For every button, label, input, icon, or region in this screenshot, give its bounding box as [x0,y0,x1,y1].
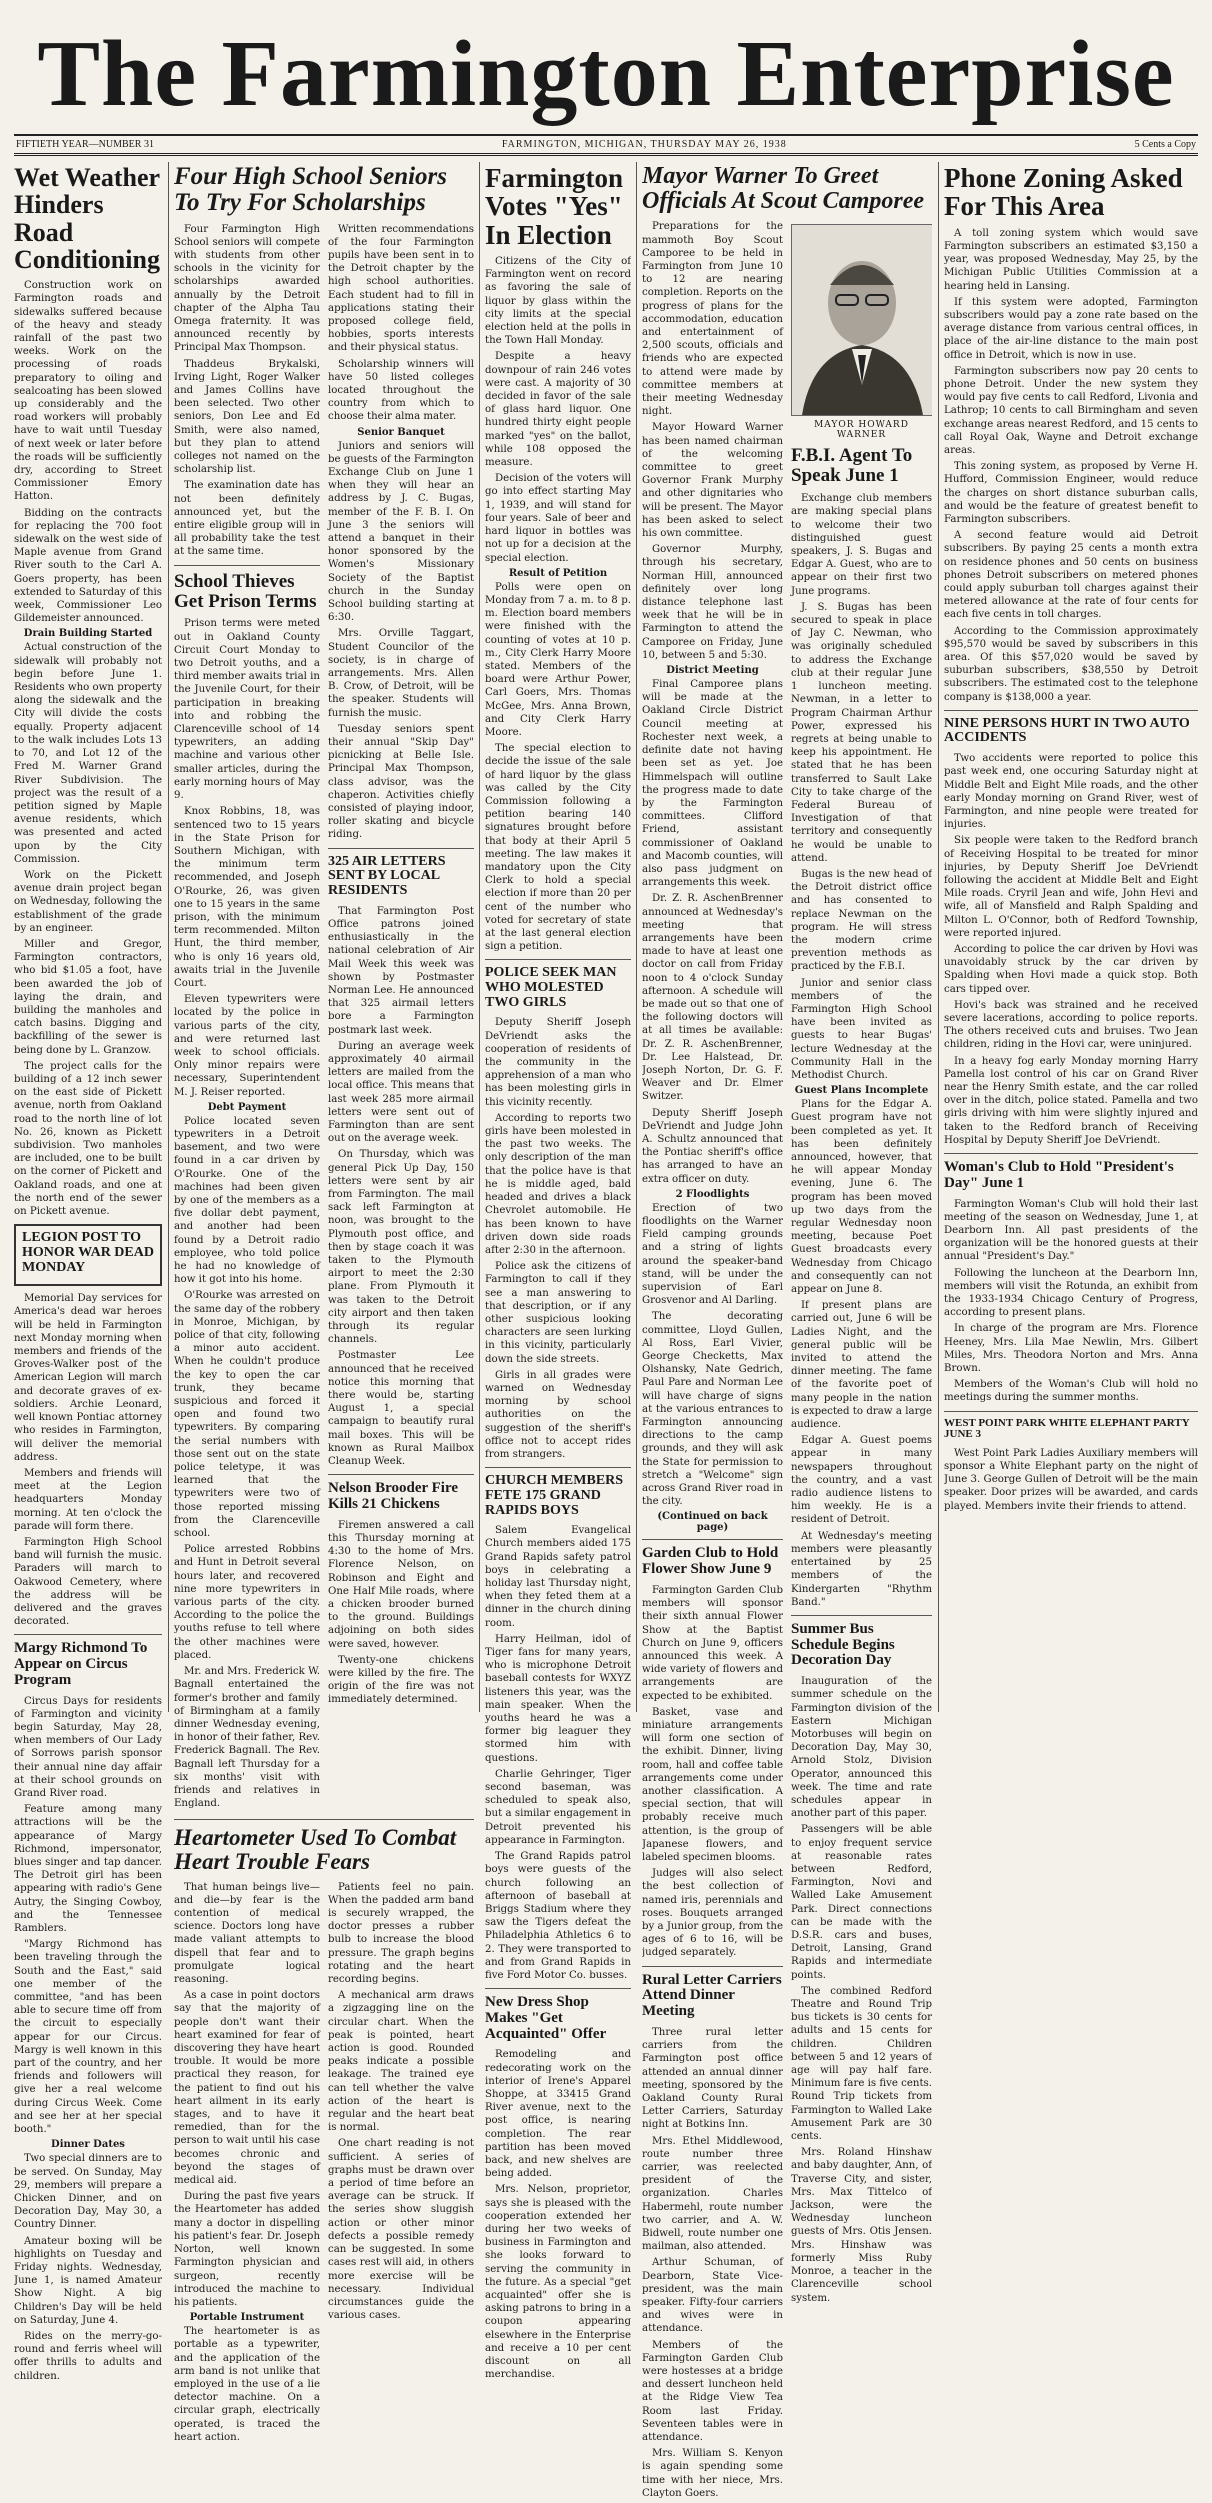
article-text: Basket, vase and miniature arrangements will form one section of the exhibit. Dinner, living room, hall and coffee table arrangements come under another classification. A special section, that will probably receive much attention, is the group of Japanese flowers, and labeled specimen blooms. [642,1706,783,1864]
article-text: Governor Murphy, through his secretary, Norman Hill, announced definitely over long distance telephone last week that he will be in Farmington to attend the Camporee on Friday, June 10, between 5 and 5:30. [642,544,783,661]
headline-wet-weather: Wet Weather Hinders Road Conditioning [14,163,160,274]
article-text: Amateur boxing will be highlights on Tuesday and Friday nights. Wednesday, June 1, is named Amateur Show Night. A big Children's Day will be held on Saturday, June 4. [14,2235,162,2326]
article-text: Farmington High School band will furnish the music. Paraders will march to Oakwood Cemetery, where the address will be delivered and the graves decorated. [14,1536,162,1628]
article-text: During the past five years the Heartometer has added many a doctor in dispelling his patient's fear. Dr. Joseph Norton, well known Farmington physician and surgeon, recently introduced the machine to his patients. [174,2191,320,2308]
divider [14,1634,162,1635]
article-text: Despite a heavy downpour of rain 246 votes were cast. A majority of 30 decided in favor of the sale of glass hard liquor. One hundred thirty eight people marked "yes" on the ballot, while 108 opposed the measure. [485,351,631,469]
subhead: Portable Instrument [189,2312,305,2324]
divider [328,1474,474,1475]
divider [485,959,631,960]
sub-column-right [328,1881,474,2447]
article-text: Following the luncheon at the Dearborn Inn, members will visit the Rotunda, an exhibit from the 1933-1934 Chicago Century of Progress, according to present plans. [944,1267,1198,1319]
photo-caption: MAYOR HOWARD WARNER [814,420,909,441]
article-text: Twenty-one chickens were killed by the fire. The origin of the fire was not immediately determined. [328,1654,474,1706]
sub-column-left [642,220,783,2503]
divider [642,1539,783,1540]
article-text: Two accidents were reported to police this past week end, one occuring Saturday night at Middle Belt and Eight Mile roads, and the other early Monday morning on Grand River, west of Farmington, and nine people were treated for injuries. [944,753,1198,831]
headline-church-members: CHURCH MEMBERS FETE 175 GRAND RAPIDS BOYS [485,1473,624,1518]
article-text: A toll zoning system which would save Farmington subscribers an estimated $3,150 a year, was proposed Wednesday, May 25, by the Michigan Public Utilities Commission at a hearing held in Lansing. [944,227,1198,292]
legion-headline-box [14,1224,162,1286]
article-text: As a case in point doctors say that the majority of people don't want their heart examined for fear of discovering they have heart trouble. It would be more practical they reason, for the patient to find out his heart ailment in its early stages, and to have it remedied, than for the person to wait until his case becomes chronic and beyond the stages of medical aid. [174,1990,320,2187]
article-text: Preparations for the mammoth Boy Scout Camporee to be held in Farmington from June 10 to 12 are nearing completion. Reports on the progress of plans for the accommodation, education and entertainment of 2,500 scouts, officials and friends who are expected to attend were made by committee members at their meeting Wednesday night. [642,221,783,418]
article-text: At Wednesday's meeting members were pleasantly entertained by 25 members of the Kindergarten "Rhythm Band." [791,1530,932,1608]
article-text: Memorial Day services for America's dead war heroes will be held in Farmington next Monday morning when members and friends of the Groves-Walker post of the American Legion will march and decorate graves of ex-soldiers. Archie Leonard, well known Pontiac attorney who resides in Farmington, will deliver the memorial address. [14,1293,162,1463]
article-text: Final Camporee plans will be made at the Oakland Circle District Council meeting at Rochester next week, a definite date not having been set as yet. Joe Himmelspach will outline the progress made to date by the Farmington committees. Clifford Friend, assistant commissioner of Oakland and Macomb counties, will also pass judgment on arrangements this week. [642,679,783,889]
article-text: Police located seven typewriters in a Detroit basement, and two were found in a car driven by O'Rourke. One of the machines had been given by one of the members as a five dollar debt payment, and another had been found by a Detroit radio employee, who told police he had no knowledge of how it got into his home. [174,1115,320,1286]
column-3 [485,162,631,2384]
article-text: Eleven typewriters were located by the police in various parts of the city, and were returned last week to school officials. Only minor repairs were necessary, Superintendent M. J. Reiser reported. [174,994,320,1098]
article-text: If this system were adopted, Farmington subscribers would pay a zone rate based on the average distance from various central offices, in place of the air-line distance to the main post office in Detroit, which is now in use. [944,296,1198,361]
divider [485,1988,631,1989]
article-text: The decorating committee, Lloyd Gullen, Al Ross, Earl Vivier, George Checketts, Max Olshansky, Nate Gedrich, Paul Pare and Norman Lee will have charge of signs at the various entrances to Farmington announcing directions to the camp grounds, and they will ask the State for permission to stretch a "Welcome" sign across Grand River road in the city. [642,1311,783,1508]
article-text: Arthur Schuman, of Dearborn, State Vice-president, was the main speaker. Fifty-four carriers and wives were in attendance. [642,2257,783,2335]
sub-column-right [328,223,474,1814]
article-text: Passengers will be able to enjoy frequent service at reasonable rates between Redford, Farmington, Novi and Walled Lake Amusement Park. Direct connections can be made with the D.S.R. cars and buses, Detroit, Lansing, Grand Rapids and intermediate points. [791,1824,932,1981]
headline-womans-club: Woman's Club to Hold "President's Day" June 1 [944,1159,1174,1191]
article-text: Prison terms were meted out in Oakland County Circuit Court Monday to two Detroit youths, and a third member awaits trial in the Juvenile Court, for their participation in breaking into and robbing the Clarenceville school of 14 typewriters, an adding machine and various other smaller articles, during the early morning hours of May 9. [174,618,320,802]
subhead: Result of Petition [508,567,608,579]
headline-dress-shop: New Dress Shop Makes "Get Acquainted" Offer [485,1994,607,2042]
article-text: "Margy Richmond has been traveling through the South and the East," said one member of the committee, "and has been able to secure time off from the circuit to especially appear for our Circus. Margy is well known in this part of the country, and her friends and followers will give her a real welcome during Circus Week. Come and see her at her special booth." [14,1939,162,2136]
column-4-5 [642,162,932,2503]
subhead: 2 Floodlights [675,1188,750,1200]
article-text: Remodeling and redecorating work on the interior of Irene's Apparel Shoppe, at 33415 Grand River avenue, next to the post office, is nearing completion. The rear partition has been moved back, and new shelves are being added. [485,2049,631,2180]
headline-mayor-warner: Mayor Warner To Greet Officials At Scout Camporee [642,163,924,215]
divider [944,710,1198,711]
headline-police-seek-man: POLICE SEEK MAN WHO MOLESTED TWO GIRLS [485,965,617,1010]
article-text: Police ask the citizens of Farmington to call if they see a man answering to that description, or if any other suspicious looking characters are seen lurking in this vicinity, particularly down the side streets. [485,1261,631,1365]
headline-heartometer: Heartometer Used To Combat Heart Trouble Fears [174,1825,457,1875]
article-text: Deputy Sheriff Joseph DeVriendt and Judge John A. Schultz announced that the Pontiac sheriff's office has arranged to have an extra officer on duty. [642,1107,783,1185]
article-text: Citizens of the City of Farmington went on record as favoring the sale of liquor by glass within the city limits at the special election held at the polls in the Town Hall Monday. [485,256,631,347]
dateline-bar [14,134,1198,156]
article-text: The examination date has not been definitely announced yet, but the entire eligible group will in all probability take the test at the same time. [174,480,320,558]
article-text: Patients feel no pain. When the padded arm band is securely wrapped, the doctor presses a rubber bulb to increase the blood pressure. The graph begins rotating and the heart recording begins. [328,1881,474,1986]
headline-phone-zoning: Phone Zoning Asked For This Area [944,163,1183,222]
article-text: O'Rourke was arrested on the same day of the robbery in Monroe, Michigan, by police of that city, following a minor auto accident. When he couldn't produce the key to open the car trunk, they became suspicious and forced it open and found two typewriters. By comparing the serial numbers with those sent out on the state police teletype, it was learned that the typewriters were two of those reported missing from the Clarenceville school. [174,1290,320,1540]
article-text: According to reports two girls have been molested in the past two weeks. The only description of the man that the police have is that he is middle aged, bald headed and drives a black Chevrolet automobile. He has been known to have driven down side roads after 2:30 in the afternoon. [485,1112,631,1256]
article-text: Members of the Woman's Club will hold no meetings during the summer months. [944,1379,1198,1404]
headline-farmington-votes: Farmington Votes "Yes" In Election [485,163,623,250]
article-text: Mrs. Ethel Middlewood, route number three carrier, was reelected president of the organization. Charles Habermehl, route number two carrier, and A. W. Bidwell, route number one mailman, also attended. [642,2135,783,2253]
headline-fbi-agent: F.B.I. Agent To Speak June 1 [791,445,913,487]
headline-margy-richmond: Margy Richmond To Appear on Circus Program [14,1640,148,1688]
divider [328,848,474,849]
article-text: One chart reading is not sufficient. A series of graphs must be drawn over a period of time before an average can be struck. If the series show sluggish action or other minor defects a possible remedy can be suggested. In some cases rest will aid, in others more exercise will be necessary. Individual circumstances guide the various cases. [328,2138,474,2322]
divider [174,565,320,566]
article-text: Decision of the voters will go into effect starting May 1, 1939, and will stand for four years. Sale of beer and hard liquor in bottles was not up for a decision at the special election. [485,473,631,564]
article-text: A mechanical arm draws a zigzagging line on the circular chart. When the peak is pointed, heart action is good. Rounded peaks indicate a possible leakage. The trained eye can tell whether the valve action of the heart is regular and the heart beat is normal. [328,1990,474,2134]
headline-garden-club: Garden Club to Hold Flower Show June 9 [642,1545,779,1578]
headline-bus-schedule: Summer Bus Schedule Begins Decoration Day [791,1620,895,1669]
divider [642,1966,783,1967]
article-text: Harry Heilman, idol of Tiger fans for many years, who is microphone Detroit baseball contests for WXYZ listeners this year, was the main speaker. When the youths heard he was a former big leaguer they stormed him with questions. [485,1633,631,1764]
article-text: Rides on the merry-go-round and ferris wheel will offer thrills to adults and children. [14,2330,162,2382]
divider [174,1819,474,1820]
two-col-block [174,223,474,1814]
article-text: West Point Park Ladies Auxiliary members will sponsor a White Elephant party on the night of June 3. George Gullen of Detroit will be the main speaker. Door prizes will be awarded, and cards played. Members invite their friends to attend. [944,1447,1198,1512]
article-text: Actual construction of the sidewalk will probably not begin before June 1. Residents who own property along the sidewalk and the City will divide the costs equally. Property adjacent to the walk includes Lots 13 to 70, and Lot 12 of the Fred M. Warner Grand River Subdivision. The project was the result of a petition signed by Maple avenue residents, which was presented and acted upon by the City Commission. [14,642,162,865]
divider [791,1615,932,1616]
article-text: Junior and senior class members of the Farmington High School have been invited as guests to hear Bugas' lecture Wednesday at the Community Hall in the Methodist Church. [791,977,932,1081]
article-text: Firemen answered a call this Thursday morning at 4:30 to the home of Mrs. Florence Nelson, on Robinson and Eight and One Half Mile roads, where a chicken brooder burned to the ground. Buildings adjoining on both sides were saved, however. [328,1519,474,1650]
divider [944,1153,1198,1154]
article-text: During an average week approximately 40 airmail letters are mailed from the local office. This means that last week 285 more airmail letters were sent out of Farmington than are sent out on the average week. [328,1040,474,1145]
article-text: Deputy Sheriff Joseph DeVriendt asks the cooperation of residents of the community in the apprehension of a man who has been molesting girls in this vicinity recently. [485,1017,631,1108]
column-rule [168,162,169,1712]
article-text: Six people were taken to the Redford branch of Receiving Hospital to be treated for minor injuries, by Deputy Sheriff Joe DeVriendt following the accident at Middle Belt and Eight Mile roads. Cryril Jean and wife, John Hevi and wife, all of Mansfield and Ralph Spalding and Milton L. O'Connor, both of Redford Township, were reported injured. [944,835,1198,939]
article-text: Police arrested Robbins and Hunt in Detroit several hours later, and recovered nine more typewriters in various parts of the city. According to the police the youths refuse to tell where the other machines were placed. [174,1544,320,1661]
two-col-block [174,1881,474,2447]
sub-column-left [174,223,320,1814]
continued-note: (Continued on back page) [657,1511,768,1534]
article-text: Circus Days for residents of Farmington and vicinity begin Saturday, May 28, when members of Our Lady of Sorrows parish sponsor their annual nine day affair at their school grounds on Grand River road. [14,1695,162,1800]
article-text: Salem Evangelical Church members aided 175 Grand Rapids safety patrol boys in celebrating a holiday last Thursday night, when they feted them at a dinner in the church dining room. [485,1525,631,1629]
headline-nine-persons-hurt: NINE PERSONS HURT IN TWO AUTO ACCIDENTS [944,715,1190,746]
column-2 [174,162,474,2447]
article-text: Exchange club members are making special plans to welcome their two distinguished guest speakers, J. S. Bugas and Edgar A. Guest, who are to appear on their first two June programs. [791,493,932,597]
divider [944,1411,1198,1412]
article-text: Three rural letter carriers from the Farmington post office attended an annual dinner meeting, sponsored by the Oakland County Rural Letter Carriers, Saturday night at Botkins Inn. [642,2026,783,2131]
article-text: Judges will also select the best collection of named iris, perennials and roses. Bouquets arranged by a Junior group, from the ages of 6 to 16, will be judged separately. [642,1868,783,1959]
article-text: Erection of two floodlights on the Warner Field camping grounds and a string of lights around the speaker-band stand, will be under the supervision of Earl Grosvenor and Al Darling. [642,1202,783,1307]
headline-scholarships: Four High School Seniors To Try For Scholarships [174,163,448,217]
subhead: Senior Banquet [357,426,445,438]
mayor-portrait [791,224,932,416]
headline-brooder-fire: Nelson Brooder Fire Kills 21 Chickens [328,1480,458,1512]
article-text: On Thursday, which was general Pick Up Day, 150 letters were sent by air from Farmington. The mail sack left Farmington at noon, was brought to the Plymouth post office, and then by stage coach it was taken to the Plymouth airport to meet the 2:30 plane. From Plymouth it was taken to the Detroit city airport and then taken through its regular channels. [328,1149,474,1346]
article-text: The combined Redford Theatre and Round Trip bus tickets is 30 cents for adults and 15 cents for children. Children between 5 and 12 years of age will pay half fare. Minimum fare is five cents. Round Trip tickets from Farmington to Walled Lake Amusement Park are 30 cents. [791,1985,932,2143]
article-text: Written recommendations of the four Farmington pupils have been sent in to the Detroit chapter by the high school authorities. Each student had to fill in applications stating their proposed college field, hobbies, sports interests and their physical status. [328,223,474,354]
dateline: FARMINGTON, MICHIGAN, THURSDAY MAY 26, 1938 [501,139,787,150]
article-text: Plans for the Edgar A. Guest program have not been completed as yet. It has been definitely announced, however, that he will appear Monday evening, June 6. The program has been moved up two days from the regular Wednesday noon meeting, because Poet Guest broadcasts every Wednesday from Chicago and consequently can not appear on June 8. [791,1099,932,1296]
article-text: Mayor Howard Warner has been named chairman of the welcoming committee to greet Governor Frank Murphy and other dignitaries who will be present. The Mayor has been asked to select his own committee. [642,422,783,540]
article-text: Feature among many attractions will be the appearance of Margy Richmond, impersonator, blues singer and tap dancer. The Detroit girl has been appearing with radio's Gene Autry, the Singing Cowboy, and the Tennessee Ramblers. [14,1804,162,1935]
article-text: Farmington subscribers now pay 20 cents to phone Detroit. Under the new system they would pay five cents to call Redford, Livonia and Lathrop; 10 cents to call Birmingham and seven exchange areas nearest Redford, and 15 cents to call Royal Oak, Wayne and Detroit exchange areas. [944,365,1198,456]
sub-column-right [791,220,932,2503]
article-text: Farmington Garden Club members will sponsor their sixth annual Flower Show at the Baptist Church on June 9, officers announced this week. A wide variety of flowers and arrangements are expected to be exhibited. [642,1584,783,1702]
article-text: A second feature would aid Detroit subscribers. By paying 25 cents a month extra on residence phones and 50 cents on business phones Detroit subscribers on metered phones could apply suburban toll charges against their metered allowance at the rate of four cents for each five cents in toll charges. [944,530,1198,621]
article-text: Construction work on Farmington roads and sidewalks suffered because of the heavy and steady rainfall of the past two weeks. Work on the processing of roads preparatory to oiling and sealcoating has been slowed up considerably and the road workers will probably have to wait until Tuesday of next week or later before the roads will be sufficiently dry, according to Street Commissioner Emory Hatton. [14,280,162,503]
article-text: Charlie Gehringer, Tiger second baseman, was scheduled to speak also, but a similar engagement in Detroit prevented his appearance in Farmington. [485,1768,631,1846]
article-text: Polls were open on Monday from 7 a. m. to 8 p. m. Election board members were finished with the counting of votes at 10 p. m., City Clerk Harry Moore stated. Members of the board were Arthur Power, Carl Goers, Mrs. Thomas McGee, Mrs. Anna Brown, and City Clerk Harry Moore. [485,581,631,738]
article-text: Girls in all grades were warned on Wednesday morning by school authorities on the suggestion of the sheriff's office not to accept rides from strangers. [485,1369,631,1460]
article-text: Scholarship winners will have 50 listed colleges located throughout the country from which to choose their alma mater. [328,358,474,423]
article-text: Knox Robbins, 18, was sentenced two to 15 years in the State Prison for Southern Michigan, with the minimum term recommended, and Joseph O'Rourke, 26, was given one to 15 years in the same prison, with the minimum term recommended. Milton Hunt, the third member, who is only 16 years old, awaits trial in the Juvenile Court. [174,806,320,989]
subhead: Debt Payment [207,1101,287,1113]
column-6 [944,162,1198,1516]
divider [485,1467,631,1468]
article-text: Tuesday seniors spent their annual "Skip Day" picnicking at Belle Isle. Principal Max Thompson, class advisor, was the chaperon. Activities chiefly consisted of playing indoor, roller skating and bicycle riding. [328,723,474,841]
article-text: Members of the Farmington Garden Club were hostesses at a bridge and dessert luncheon held at the Ridge View Tea Room last Friday. Seventeen tables were in attendance. [642,2339,783,2443]
subhead: Dinner Dates [51,2139,125,2151]
article-text: Mrs. Roland Hinshaw and baby daughter, Ann, of Traverse City, and sister, Mrs. Max Tittelco of Jackson, were the Wednesday luncheon guests of Mrs. Otis Jensen. Mrs. Hinshaw was formerly Miss Ruby Monroe, a teacher in the Clarenceville school system. [791,2147,932,2304]
article-text: The project calls for the building of a 12 inch sewer on the east side of Pickett avenue, north from Oakland road to the north line of lot No. 26, known as Pickett subdivision. Two manholes are included, one to be built on the corner of Pickett and Oakland roads, and one at the north end of the sewer on Pickett avenue. [14,1060,162,1217]
article-text: Two special dinners are to be served. On Sunday, May 29, members will prepare a Chicken Dinner, and on Decoration Day, May 30, a Country Dinner. [14,2153,162,2231]
columns [14,156,1198,2499]
headline-school-thieves: School Thieves Get Prison Terms [174,570,317,612]
article-text: Inauguration of the summer schedule on the Farmington division of the Eastern Michigan Motorbuses will begin on Decoration Day, May 30, Arnold Stolz, Division Operator, announced this week. The time and rate schedules appear in another part of this paper. [791,1676,932,1820]
headline-air-letters: 325 AIR LETTERS SENT BY LOCAL RESIDENTS [328,853,446,899]
article-text: Mrs. Nelson, proprietor, says she is pleased with the cooperation extended her during her two weeks of business in Farmington and she looks forward to serving the community in the future. As a special "get acquainted" offer she is asking patrons to bring in a coupon appearing elsewhere in the Enterprise and receive a 10 per cent discount on all merchandise. [485,2184,631,2381]
article-text: According to police the car driven by Hovi was unavoidably struck by the car driven by Spalding when Hovi made a quick stop. Both cars tipped over. [944,944,1198,995]
article-text: According to the Commission approximately $95,570 would be saved by subscribers in this area. Of this $57,020 would be saved by suburban subscribers, $38,550 by Detroit subscribers. The estimated cost to the telephone company is $138,000 a year. [944,625,1198,703]
article-text: Miller and Gregor, Farmington contractors, who bid $1.05 a foot, have been awarded the job of laying the drain, and building the manholes and catch basins. Digging and backfilling of the sewer is being done by L. Granzow. [14,938,162,1056]
article-text: Edgar A. Guest poems appear in many newspapers throughout the country, and a vast radio audience listens to him weekly. He is a resident of Detroit. [791,1435,932,1526]
article-text: Hovi's back was strained and he received severe lacerations, according to police reports. The others received cuts and bruises. Two Jean children, riding in the Hovi car, were uninjured. [944,999,1198,1051]
article-text: Bidding on the contracts for replacing the 700 foot sidewalk on the west side of Maple avenue from Grand River south to the Carl A. Goers property, has been extended to Saturday of this week, Commissioner Leo Gildemeister announced. [14,507,162,625]
article-text: Four Farmington High School seniors will compete with students from other schools in the vicinity for scholarships awarded annually by the Detroit chapter of the Alpha Tau Omega fraternity. It was announced recently by Principal Max Thompson. [174,223,320,354]
column-1 [14,162,162,2386]
article-text: The heartometer is as portable as a typewriter, and the application of the arm band is not unlike that employed in the use of a lie detector machine. On a circular graph, electrically operated, is traced the heart action. [174,2326,320,2443]
portrait-icon [792,225,932,415]
article-text: Mr. and Mrs. Frederick W. Bagnall entertained the former's brother and family of Birmingham at a family dinner Wednesday evening, in honor of their father, Rev. Frederick Bagnall. The Rev. Bagnall left Thursday for a six months' visit with friends and relatives in England. [174,1666,320,1810]
article-text: Work on the Pickett avenue drain project began on Wednesday, following the establishment of the grade by an engineer. [14,869,162,934]
article-text: Thaddeus Brykalski, Irving Light, Roger Walker and James Collins have been selected. Two other seniors, Don Lee and Ed Smith, were also named, but they plan to attend colleges not named on the scholarship list. [174,358,320,476]
headline-letter-carriers: Rural Letter Carriers Attend Dinner Meeting [642,1971,782,2020]
article-text: Mrs. William S. Kenyon is again spending some time with her niece, Mrs. Clayton Goers. [642,2448,783,2499]
article-text: That human beings live—and die—by fear is the contention of medical science. Doctors long have made valiant attempts to dispell that fear and to promulgate logical reasoning. [174,1881,320,1986]
column-rule [636,162,637,1712]
two-col-block [642,220,932,2503]
subhead: District Meeting [666,665,759,677]
sub-column-left [174,1881,320,2447]
article-text: Members and friends will meet at the Legion headquarters Monday morning. At ten o'clock the parade will form there. [14,1467,162,1532]
article-text: The Grand Rapids patrol boys were guests of the church following an afternoon of baseball at Briggs Stadium where they saw the Tigers defeat the Philadelphia Athletics 6 to 2. They were transported to and from Grand Rapids in five Ford Motor Co. busses. [485,1851,631,1981]
subhead: Drain Building Started [23,628,153,640]
article-text: Postmaster Lee announced that he received notice this morning that there would be, starting August 1, a special campaign to beautify rural mail boxes. This will be known as Rural Mailbox Cleanup Week. [328,1350,474,1468]
masthead-title: The Farmington Enterprise [37,22,1175,126]
article-text: Bugas is the new head of the Detroit district office and has consented to replace Newman on the program. He will stress the modern crime prevention methods as practiced by the F.B.I. [791,868,932,973]
article-text: If present plans are carried out, June 6 will be Ladies Night, and the general public will be invited to attend the dinner meeting. The fame of the favorite poet of many people in the nation is expected to draw a large audience. [791,1300,932,1431]
column-rule [479,162,480,1712]
article-text: In charge of the program are Mrs. Florence Heeney, Mrs. Lila Mae Newlin, Mrs. Gilbert Miles, Mrs. Theodora Norton and Mrs. Anna Brown. [944,1323,1198,1374]
article-text: That Farmington Post Office patrons joined enthusiastically in the national celebration of Air Mail Week this week was shown by Postmaster Norman Lee. He announced that 325 airmail letters bore a Farmington postmark last week. [328,905,474,1036]
article-text: Farmington Woman's Club will hold their last meeting of the season on Wednesday, June 1, at Dearborn Inn. All past presidents of the organization will be the honored guests at their annual "President's Day." [944,1198,1198,1263]
article-text: Juniors and seniors will be guests of the Farmington Exchange Club on June 1 when they will hear an address by J. C. Bugas, member of the F. B. I. On June 3 the seniors will attend a banquet in their honor sponsored by the Women's Missionary Society of the Baptist church in the Sunday School building starting at 6:30. [328,440,474,624]
issue-number: FIFTIETH YEAR—NUMBER 31 [16,139,154,150]
article-text: The special election to decide the issue of the sale of hard liquor by the glass was called by the City Commission following a petition bearing 140 signatures brought before that body at their April 5 meeting. The law makes it mandatory upon the City Clerk to hold a special election if more than 20 per cent of the number who voted for secretary of state at the last general election sign a petition. [485,743,631,953]
article-text: Dr. Z. R. AschenBrenner announced at Wednesday's meeting that arrangements have been made to have at least one doctor on call from Friday noon to 4 o'clock Sunday afternoon. A schedule will be made out so that one of the following doctors will at all times be available: Dr. Z. R. AschenBrenner, Dr. Lee Halstead, Dr. Joseph Norton, Dr. G. F. Weaver and Dr. Elmer Switzer. [642,893,783,1103]
article-text: In a heavy fog early Monday morning Harry Pamella lost control of his car on Grand River near the Henry Smith estate, and the car rolled over in the ditch, police stated. Pamella and two girls driving with him were slightly injured and taken to the Redford branch of Receiving Hospital by Deputy Sheriff Joe DeVriendt. [944,1055,1198,1146]
headline-legion-post: LEGION POST TO HONOR WAR DEAD MONDAY [22,1230,154,1275]
price: 5 Cents a Copy [1134,139,1196,150]
article-text: J. S. Bugas has been secured to speak in place of Jay C. Newman, who was originally scheduled to address the Exchange club at their regular June 1 luncheon meeting. Newman, in a letter to Program Chairman Arthur Power, expressed his regrets at being unable to keep his appointment. He stated that he has been transferred to Sault Lake City to take charge of the Federal Bureau of Investigation of that territory and consequently he would be unable to attend. [791,601,932,864]
article-text: This zoning system, as proposed by Verne H. Hufford, Commission Engineer, would reduce the charges on short distance suburban calls, and would be the feature of greatest benefit to Farmington subscribers. [944,461,1198,525]
article-text: Mrs. Orville Taggart, Student Councilor of the society, is in charge of arrangements. Mrs. Allen B. Crow, of Detroit, will be the speaker. Students will furnish the music. [328,628,474,719]
subhead: Guest Plans Incomplete [794,1085,929,1097]
headline-white-elephant: WEST POINT PARK WHITE ELEPHANT PARTY JUNE 3 [944,1416,1190,1441]
column-rule [938,162,939,1712]
